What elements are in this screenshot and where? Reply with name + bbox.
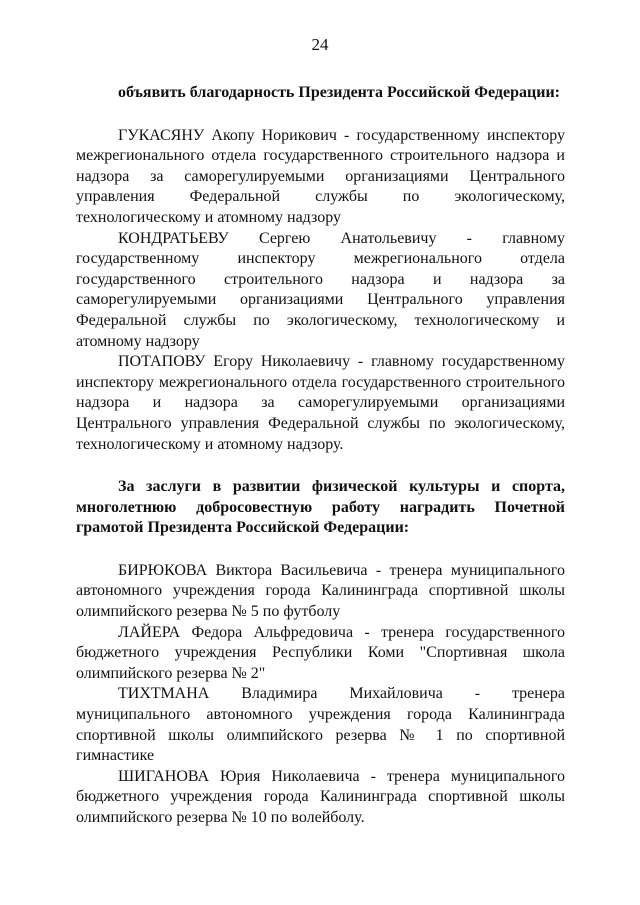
award-paragraph-kondratyev: КОНДРАТЬЕВУ Сергею Анатольевичу - главному государственному инспектору межрегионального отдела государственного строительного надзора и надзора за саморегулируемыми организациями Центрального управления Федеральной службы по экологическому, технологическому и атомному надзору <box>76 229 565 350</box>
award-paragraph-potapov: ПОТАПОВУ Егору Николаевичу - главному государственному инспектору межрегионального отдела государственного строительного надзора и надзора за саморегулируемыми организациями Центрального управления Федеральной службы по экологическому, технологическому и атомному надзору. <box>76 353 565 453</box>
page-number: 24 <box>311 35 329 54</box>
award-paragraph-gukasyan: ГУКАСЯНУ Акопу Норикович - государственному инспектору межрегионального отдела государственного строительного надзора и надзора за саморегулируемыми организациями Центрального управления Федеральной службы по экологическому, технологическому и атомному надзору <box>76 126 565 226</box>
award-paragraph-biryukov: БИРЮКОВА Виктора Васильевича - тренера муниципального автономного учреждения города Калининграда спортивной школы олимпийского резерва № 5 по футболу <box>76 561 565 621</box>
section-heading-certificate: За заслуги в развитии физической культуры и спорта, многолетнюю добросовестную работу наградить Почетной грамотой Президента Российской Федерации: <box>76 478 565 537</box>
award-paragraph-tikhtman: ТИХТМАНА Владимира Михайловича - тренера муниципального автономного учреждения города Калининграда спортивной школы олимпийского резерва № 1 по спортивной гимнастике <box>76 685 565 765</box>
section-heading-gratitude: объявить благодарность Президента Российской Федерации: <box>118 84 560 101</box>
award-paragraph-shiganov: ШИГАНОВА Юрия Николаевича - тренера муниципального бюджетного учреждения города Калининграда спортивной школы олимпийского резерва № 10 по волейболу. <box>76 767 565 826</box>
award-paragraph-layer: ЛАЙЕРА Федора Альфредовича - тренера государственного бюджетного учреждения Республики Коми "Спортивная школа олимпийского резерва № 2" <box>76 623 565 682</box>
document-body <box>76 83 565 829</box>
